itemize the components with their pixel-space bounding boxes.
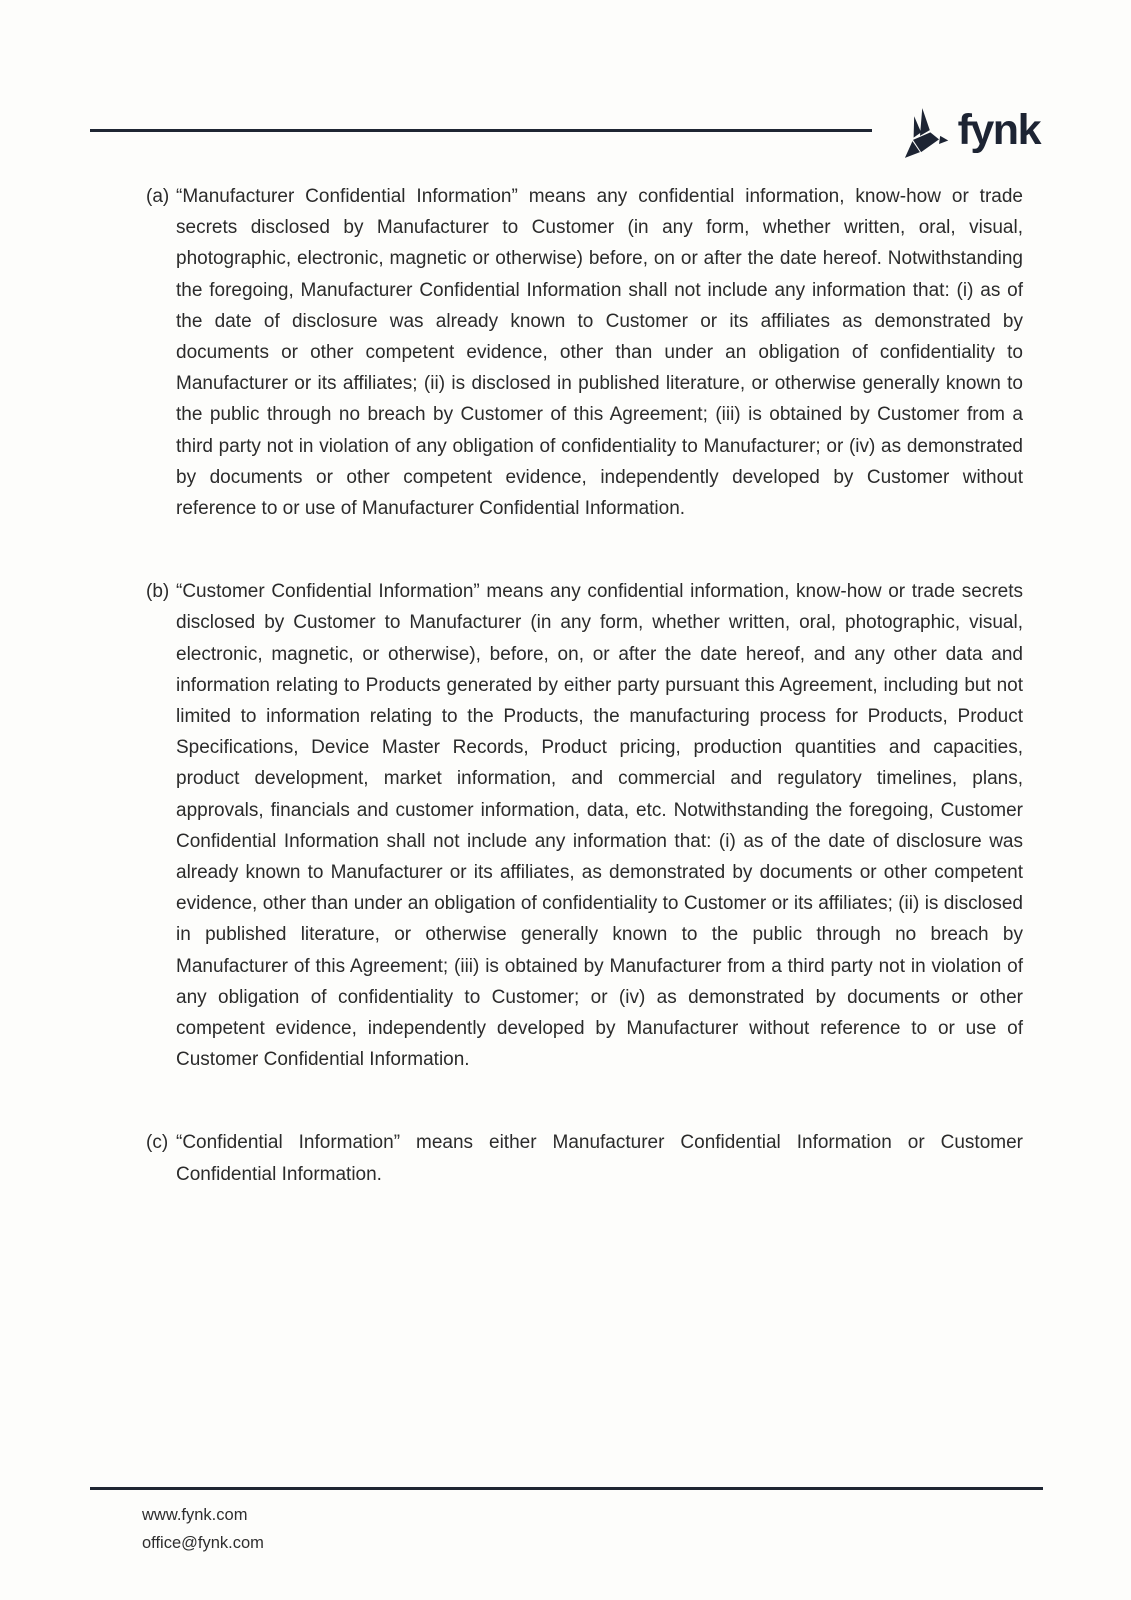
clause-a-text: “Manufacturer Confidential Information” means any confidential information, know-how or trade secrets disclosed by Manufacturer to Customer (in any form, whether written, oral, visual, photographic, electronic, magnetic or otherwise) before, on or after the date hereof. Notwithstanding the foregoing, Manufacturer Confidential Information shall not include any information that: (i) as of the date of disclosure was already known to Customer or its affiliates as demonstrated by documents or other competent evidence, other than under an obligation of confidentiality to Manufacturer or its affiliates; (ii) is disclosed in published literature, or otherwise generally known to the public through no breach by Customer of this Agreement; (iii) is obtained by Customer from a third party not in violation of any obligation of confidentiality to Manufacturer; or (iv) as demonstrated by documents or other competent evidence, independently developed by Customer without reference to or use of Manufacturer Confidential Information. [176,186,1023,520]
page-footer [90,1487,1043,1557]
document-body [146,181,1023,1242]
clause-b-text: “Customer Confidential Information” means any confidential information, know-how or trade secrets disclosed by Customer to Manufacturer (in any form, whether written, oral, photographic, visual, electronic, magnetic, or otherwise), before, on, or after the date hereof, and any other data and information relating to Products generated by either party pursuant this Agreement, including but not limited to information relating to the Products, the manufacturing process for Products, Product Specifications, Device Master Records, Product pricing, production quantities and capacities, product development, market information, and commercial and regulatory timelines, plans, approvals, financials and customer information, data, etc. Notwithstanding the foregoing, Customer Confidential Information shall not include any information that: (i) as of the date of disclosure was already known to Manufacturer or its affiliates, as demonstrated by documents or other competent evidence, other than under an obligation of confidentiality to Customer or its affiliates; (ii) is disclosed in published literature, or otherwise generally known to the public through no breach by Manufacturer of this Agreement; (iii) is obtained by Manufacturer from a third party not in violation of any obligation of confidentiality to Customer; or (iv) as demonstrated by documents or other competent evidence, independently developed by Manufacturer without reference to or use of Customer Confidential Information. [176,581,1023,1071]
clause-c [146,1127,1023,1189]
clause-b [146,576,1023,1075]
footer-contact [142,1501,1043,1557]
footer-rule [90,1487,1043,1490]
page-header [90,101,1040,165]
clause-a-label: (a) [146,186,170,207]
clause-b-label: (b) [146,581,170,603]
footer-website: www.fynk.com [142,1506,248,1524]
clause-c-label: (c) [146,1132,169,1154]
header-rule [90,129,872,132]
clause-a [146,181,1023,524]
brand-wordmark: fynk [957,105,1040,154]
fynk-logo [898,105,1040,161]
footer-email: office@fynk.com [142,1534,264,1552]
origami-bird-icon [898,105,950,161]
clause-c-text: “Confidential Information” means either Manufacturer Confidential Information or Customer Confidential Information. [176,1132,1023,1185]
